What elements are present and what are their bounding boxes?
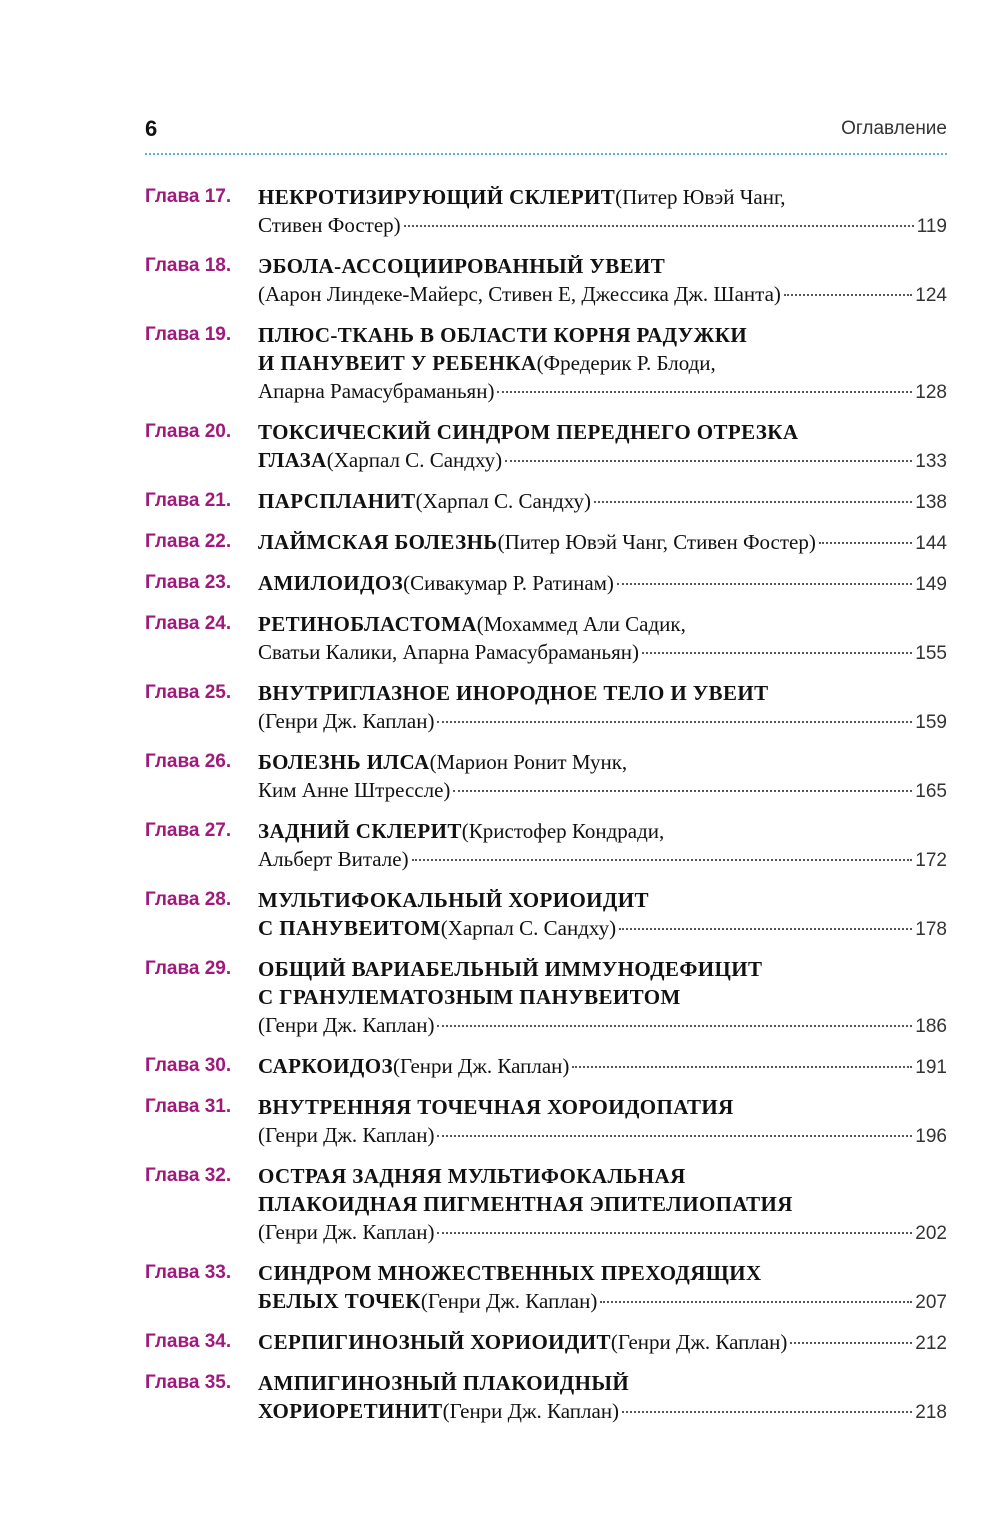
page-ref[interactable]: 138 [915,492,947,513]
dot-leader [600,1301,912,1303]
entry-line [258,487,947,517]
entry-line [258,817,947,845]
chapter-authors: Сватьи Калики, Апарна Рамасубраманьян) [258,640,640,664]
chapter-body [258,1259,947,1317]
entry-line [258,1052,947,1082]
chapter-body [258,610,947,668]
chapter-body [258,569,947,599]
dot-leader [784,294,912,296]
chapter-label: Глава 18. [145,255,232,276]
chapter-body [258,1052,947,1082]
chapter-body [258,817,947,875]
chapter-authors: (Харпал С. Сандху) [415,489,591,513]
chapter-label: Глава 17. [145,186,232,207]
chapter-authors: (Генри Дж. Каплан) [420,1289,598,1313]
page-ref[interactable]: 202 [915,1223,947,1244]
entry-line [258,1121,947,1151]
chapter-label: Глава 28. [145,889,232,910]
chapter-authors: (Генри Дж. Каплан) [258,1123,435,1147]
toc-entry[interactable] [145,817,947,875]
entry-line [258,377,947,407]
page-ref[interactable]: 218 [915,1402,947,1423]
chapter-title: ГЛАЗА [258,448,327,472]
chapter-label: Глава 32. [145,1165,232,1186]
chapter-body [258,528,947,558]
entry-line [258,845,947,875]
chapter-authors: (Сивакумар Р. Ратинам) [403,571,614,595]
chapter-title: ПЛЮС-ТКАНЬ В ОБЛАСТИ КОРНЯ РАДУЖКИ [258,323,748,347]
chapter-authors: (Генри Дж. Каплан) [392,1054,570,1078]
chapter-label: Глава 23. [145,572,232,593]
chapter-label: Глава 20. [145,421,232,442]
chapter-title: САРКОИДОЗ [258,1054,393,1078]
dot-leader [453,790,912,792]
toc-entry[interactable] [145,487,947,517]
toc-entry[interactable] [145,183,947,241]
page-ref[interactable]: 165 [915,781,947,802]
entry-line [258,1369,947,1397]
chapter-authors: (Генри Дж. Каплан) [258,1013,435,1037]
entry-line [258,321,947,349]
chapter-title: СЕРПИГИНОЗНЫЙ ХОРИОИДИТ [258,1330,611,1354]
toc-entry[interactable] [145,1052,947,1082]
page-ref[interactable]: 149 [915,574,947,595]
page-ref[interactable]: 186 [915,1016,947,1037]
chapter-label: Глава 35. [145,1372,232,1393]
chapter-body [258,679,947,737]
entry-line [258,776,947,806]
dot-leader [617,583,912,585]
page-header [145,112,947,148]
chapter-label: Глава 29. [145,958,232,979]
page-ref[interactable]: 172 [915,850,947,871]
page-ref[interactable]: 159 [915,712,947,733]
chapter-authors: (Генри Дж. Каплан) [258,1220,435,1244]
toc-entry[interactable] [145,528,947,558]
chapter-label: Глава 21. [145,490,232,511]
chapter-title: БОЛЕЗНЬ ИЛСА [258,750,430,774]
toc-entry[interactable] [145,569,947,599]
entry-line [258,252,947,280]
entry-line [258,1259,947,1287]
entry-line [258,1190,947,1218]
chapter-label: Глава 26. [145,751,232,772]
chapter-body [258,487,947,517]
chapter-title: МУЛЬТИФОКАЛЬНЫЙ ХОРИОИДИТ [258,888,649,912]
chapter-body [258,1369,947,1427]
chapter-title: С ГРАНУЛЕМАТОЗНЫМ ПАНУВЕИТОМ [258,985,681,1009]
entry-line [258,1218,947,1248]
entry-line [258,1328,947,1358]
entry-line [258,418,947,446]
toc-entry[interactable] [145,252,947,310]
entry-line [258,1287,947,1317]
chapter-title: ОБЩИЙ ВАРИАБЕЛЬНЫЙ ИММУНОДЕФИЦИТ [258,957,763,981]
chapter-authors: Стивен Фостер) [258,213,401,237]
dot-leader [437,1135,912,1137]
dot-leader [497,391,912,393]
chapter-authors: (Харпал С. Сандху) [440,916,617,940]
chapter-authors: (Генри Дж. Каплан) [442,1399,620,1423]
toc-entry[interactable] [145,886,947,944]
chapter-body [258,418,947,476]
entry-line [258,1397,947,1427]
chapter-authors: Альберт Витале) [258,847,409,871]
page-ref[interactable]: 212 [915,1333,947,1354]
chapter-authors: Ким Анне Штрессле) [258,778,451,802]
entry-line [258,1093,947,1121]
toc-entry[interactable] [145,1369,947,1427]
page-ref[interactable]: 155 [915,643,947,664]
entry-line [258,211,947,241]
chapter-label: Глава 31. [145,1096,232,1117]
entry-line [258,1162,947,1190]
dot-leader [437,721,912,723]
entry-line [258,983,947,1011]
chapter-authors: (Аарон Линдеке-Майерс, Стивен Е, Джессика Дж. Шанта) [258,282,781,306]
chapter-title: НЕКРОТИЗИРУЮЩИЙ СКЛЕРИТ [258,185,616,209]
chapter-body [258,886,947,944]
running-title: Оглавление [841,118,947,139]
entry-line [258,528,947,558]
chapter-authors: (Мохаммед Али Садик, [476,612,686,636]
chapter-label: Глава 24. [145,613,232,634]
chapter-title: БЕЛЫХ ТОЧЕК [258,1289,421,1313]
toc-entry[interactable] [145,1328,947,1358]
chapter-label: Глава 34. [145,1331,232,1352]
chapter-title: ЛАЙМСКАЯ БОЛЕЗНЬ [258,530,498,554]
chapter-authors: (Харпал С. Сандху) [326,448,503,472]
page-ref[interactable]: 207 [915,1292,947,1313]
chapter-label: Глава 22. [145,531,232,552]
entry-line [258,914,947,944]
entry-line [258,707,947,737]
toc-entry[interactable] [145,748,947,806]
dot-leader [404,225,914,227]
dot-leader [572,1066,912,1068]
chapter-authors: (Кристофер Кондради, [461,819,665,843]
entry-line [258,638,947,668]
dot-leader [819,542,912,544]
entry-line [258,446,947,476]
toc-entry[interactable] [145,955,947,1041]
chapter-label: Глава 33. [145,1262,232,1283]
chapter-authors: (Генри Дж. Каплан) [258,709,435,733]
dot-leader [412,859,913,861]
chapter-title: ВНУТРИГЛАЗНОЕ ИНОРОДНОЕ ТЕЛО И УВЕИТ [258,681,769,705]
page-ref[interactable]: 196 [915,1126,947,1147]
chapter-title: ЗАДНИЙ СКЛЕРИТ [258,819,462,843]
chapter-title: ХОРИОРЕТИНИТ [258,1399,443,1423]
page-ref[interactable]: 124 [915,285,947,306]
chapter-authors: (Питер Ювэй Чанг, [615,185,786,209]
chapter-body [258,955,947,1041]
dot-leader [790,1342,912,1344]
chapter-body [258,1093,947,1151]
chapter-authors: (Фредерик Р. Блоди, [536,351,716,375]
toc-entry[interactable] [145,321,947,407]
chapter-title: И ПАНУВЕИТ У РЕБЕНКА [258,351,537,375]
toc-entry[interactable] [145,418,947,476]
toc-entry[interactable] [145,1162,947,1248]
dot-leader [594,501,912,503]
entry-line [258,748,947,776]
entry-line [258,679,947,707]
dot-leader [505,460,912,462]
page-ref[interactable]: 191 [915,1057,947,1078]
chapter-title: ВНУТРЕННЯЯ ТОЧЕЧНАЯ ХОРОИДОПАТИЯ [258,1095,734,1119]
page-ref[interactable]: 128 [915,382,947,403]
toc-entry[interactable] [145,679,947,737]
chapter-title: ЭБОЛА-АССОЦИИРОВАННЫЙ УВЕИТ [258,254,666,278]
page-number: 6 [145,116,158,141]
entry-line [258,349,947,377]
chapter-title: ПЛАКОИДНАЯ ПИГМЕНТНАЯ ЭПИТЕЛИОПАТИЯ [258,1192,793,1216]
entry-line [258,280,947,310]
page-ref[interactable]: 144 [915,533,947,554]
chapter-label: Глава 30. [145,1055,232,1076]
entry-line [258,955,947,983]
chapter-body [258,252,947,310]
chapter-title: ПАРСПЛАНИТ [258,489,416,513]
chapter-title: АМИЛОИДОЗ [258,571,404,595]
page-ref[interactable]: 178 [915,919,947,940]
header-divider [145,153,947,155]
dot-leader [437,1025,912,1027]
dot-leader [619,928,912,930]
chapter-title: ТОКСИЧЕСКИЙ СИНДРОМ ПЕРЕДНЕГО ОТРЕЗКА [258,420,799,444]
entry-line [258,610,947,638]
entry-line [258,569,947,599]
chapter-label: Глава 19. [145,324,232,345]
table-of-contents [145,183,947,1438]
page-ref[interactable]: 119 [916,216,947,237]
dot-leader [437,1232,912,1234]
chapter-authors: (Марион Ронит Мунк, [429,750,628,774]
entry-line [258,886,947,914]
chapter-label: Глава 27. [145,820,232,841]
toc-entry[interactable] [145,610,947,668]
chapter-title: СИНДРОМ МНОЖЕСТВЕННЫХ ПРЕХОДЯЩИХ [258,1261,762,1285]
entry-line [258,183,947,211]
page-ref[interactable]: 133 [915,451,947,472]
chapter-authors: (Питер Ювэй Чанг, Стивен Фостер) [497,530,816,554]
toc-entry[interactable] [145,1093,947,1151]
chapter-body [258,183,947,241]
chapter-title: РЕТИНОБЛАСТОМА [258,612,477,636]
chapter-body [258,1328,947,1358]
chapter-body [258,748,947,806]
chapter-title: С ПАНУВЕИТОМ [258,916,441,940]
chapter-authors: (Генри Дж. Каплан) [610,1330,788,1354]
chapter-body [258,1162,947,1248]
chapter-title: АМПИГИНОЗНЫЙ ПЛАКОИДНЫЙ [258,1371,630,1395]
chapter-authors: Апарна Рамасубраманьян) [258,379,495,403]
chapter-title: ОСТРАЯ ЗАДНЯЯ МУЛЬТИФОКАЛЬНАЯ [258,1164,686,1188]
chapter-label: Глава 25. [145,682,232,703]
dot-leader [642,652,912,654]
dot-leader [622,1411,912,1413]
entry-line [258,1011,947,1041]
toc-entry[interactable] [145,1259,947,1317]
chapter-body [258,321,947,407]
